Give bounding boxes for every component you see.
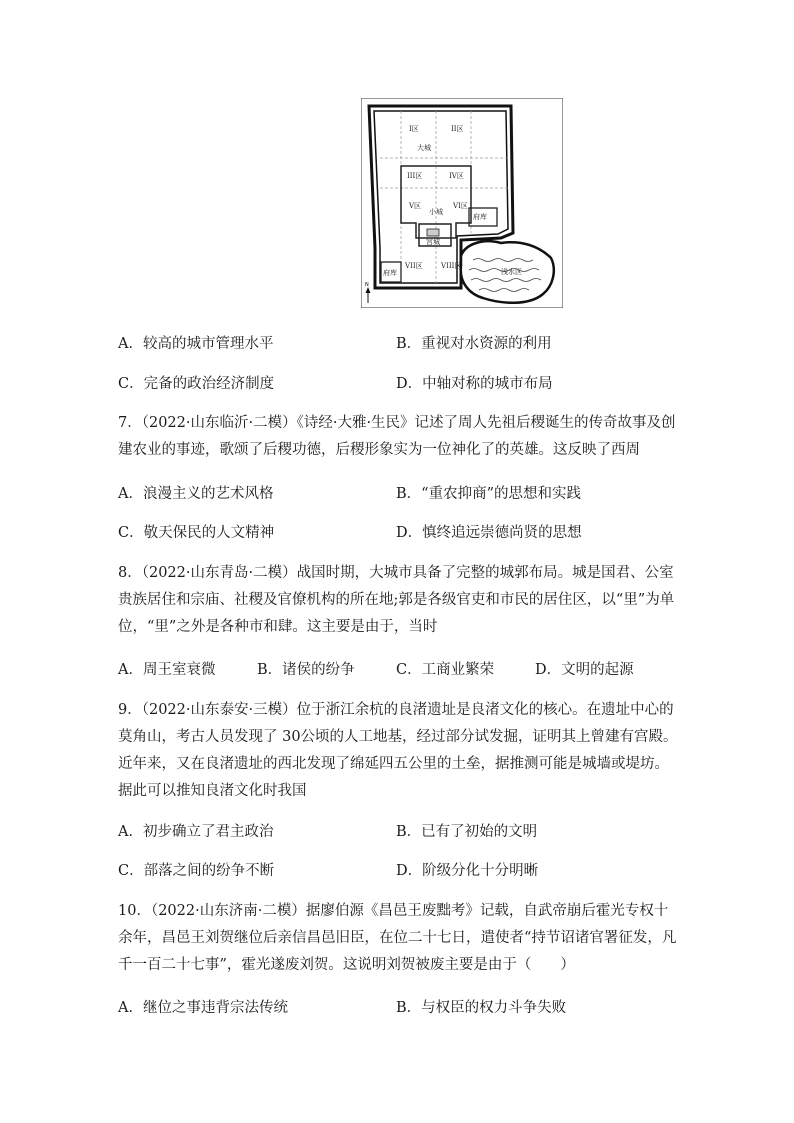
q10-stem-text: 10．（2022·山东济南·二模）据廖伯源《昌邑王废黜考》记载，自武帝崩后霍光专权十余年，昌邑王刘贺继位后亲信昌邑旧臣，在位二十七日，遣使者“持节诏诸官署征发，凡千一百二十七事”，霍光遂废刘贺。这说明刘贺被废主要是由于（ ） <box>118 903 677 973</box>
q8-stem <box>118 560 678 641</box>
q6-option-b[interactable]: B．重视对水资源的利用 <box>396 336 552 352</box>
label-zone-5: V区 <box>409 202 422 210</box>
q8-stem-text: 8．（2022·山东青岛·二模）战国时期，大城市具备了完整的城郭布局。城是国君、公室贵族居住和宗庙、社稷及官僚机构的所在地;郭是各级官吏和市民的居住区，以“里”为单位，“里”之外是各种市和肆。这主要是由于，当时 <box>118 565 675 635</box>
q10-stem <box>118 898 678 979</box>
palace-building <box>427 229 439 236</box>
q6-option-d[interactable]: D．中轴对称的城市布局 <box>396 376 553 392</box>
q7-option-c[interactable]: C．敬天保民的人文精神 <box>118 525 275 541</box>
q7-stem-text: 7．（2022·山东临沂·二模）《诗经·大雅·生民》记述了周人先祖后稷诞生的传奇故事及创建农业的事迹，歌颂了后稷功德，后稷形象实为一位神化了的英雄。这反映了西周 <box>118 415 676 458</box>
label-fuku-left: 府库 <box>383 269 397 277</box>
label-zone-3: III区 <box>407 172 423 180</box>
q8-option-a[interactable]: A．周王室衰微 <box>118 662 216 678</box>
q9-stem-text: 9．（2022·山东泰安·三模）位于浙江余杭的良渚遗址是良渚文化的核心。在遗址中心的莫角山，考古人员发现了 30公顷的人工地基，经过部分试发掘，证明其上曾建有宫殿。近年来，又在良渚遗址的西北发现了绵延四五公里的土垒，据推测可能是城墙或堤坊。据此可以推知良渚文化时我国 <box>118 702 678 799</box>
q8-option-b[interactable]: B．诸侯的纷争 <box>257 662 355 678</box>
label-zone-4: IV区 <box>449 172 464 180</box>
label-zone-8: VIII区 <box>441 262 462 270</box>
q6-option-a[interactable]: A．较高的城市管理水平 <box>118 336 274 352</box>
label-dacheng: 大城 <box>417 144 431 152</box>
q7-option-d[interactable]: D．慎终追远崇德尚贤的思想 <box>396 525 582 541</box>
label-xiaocheng: 小城 <box>429 208 443 216</box>
q9-option-b[interactable]: B．已有了初始的文明 <box>396 824 538 840</box>
label-lake: 浅水区 <box>501 268 522 276</box>
city-map-figure <box>361 98 563 308</box>
label-fuku-right: 府库 <box>473 213 487 221</box>
q9-stem <box>118 697 678 805</box>
q7-option-b[interactable]: B．“重农抑商”的思想和实践 <box>396 486 581 502</box>
q9-option-a[interactable]: A．初步确立了君主政治 <box>118 824 274 840</box>
label-zone-2: II区 <box>451 125 464 133</box>
label-gongcheng: 宫城 <box>426 238 440 246</box>
q9-option-d[interactable]: D．阶级分化十分明晰 <box>396 863 539 879</box>
q7-stem <box>118 410 678 464</box>
q6-option-c[interactable]: C．完备的政治经济制度 <box>118 376 275 392</box>
q10-option-a[interactable]: A．继位之事违背宗法传统 <box>118 1000 288 1016</box>
city-map-svg <box>361 98 563 308</box>
q10-option-b[interactable]: B．与权臣的权力斗争失败 <box>396 1000 567 1016</box>
label-zone-1: I区 <box>409 125 419 133</box>
label-zone-6: VI区 <box>453 202 468 210</box>
q8-option-c[interactable]: C．工商业繁荣 <box>396 662 495 678</box>
q8-option-d[interactable]: D．文明的起源 <box>535 662 634 678</box>
label-zone-7: VII区 <box>405 262 423 270</box>
q7-option-a[interactable]: A．浪漫主义的艺术风格 <box>118 486 274 502</box>
q9-option-c[interactable]: C．部落之间的纷争不断 <box>118 863 275 879</box>
north-label: N <box>365 282 369 288</box>
